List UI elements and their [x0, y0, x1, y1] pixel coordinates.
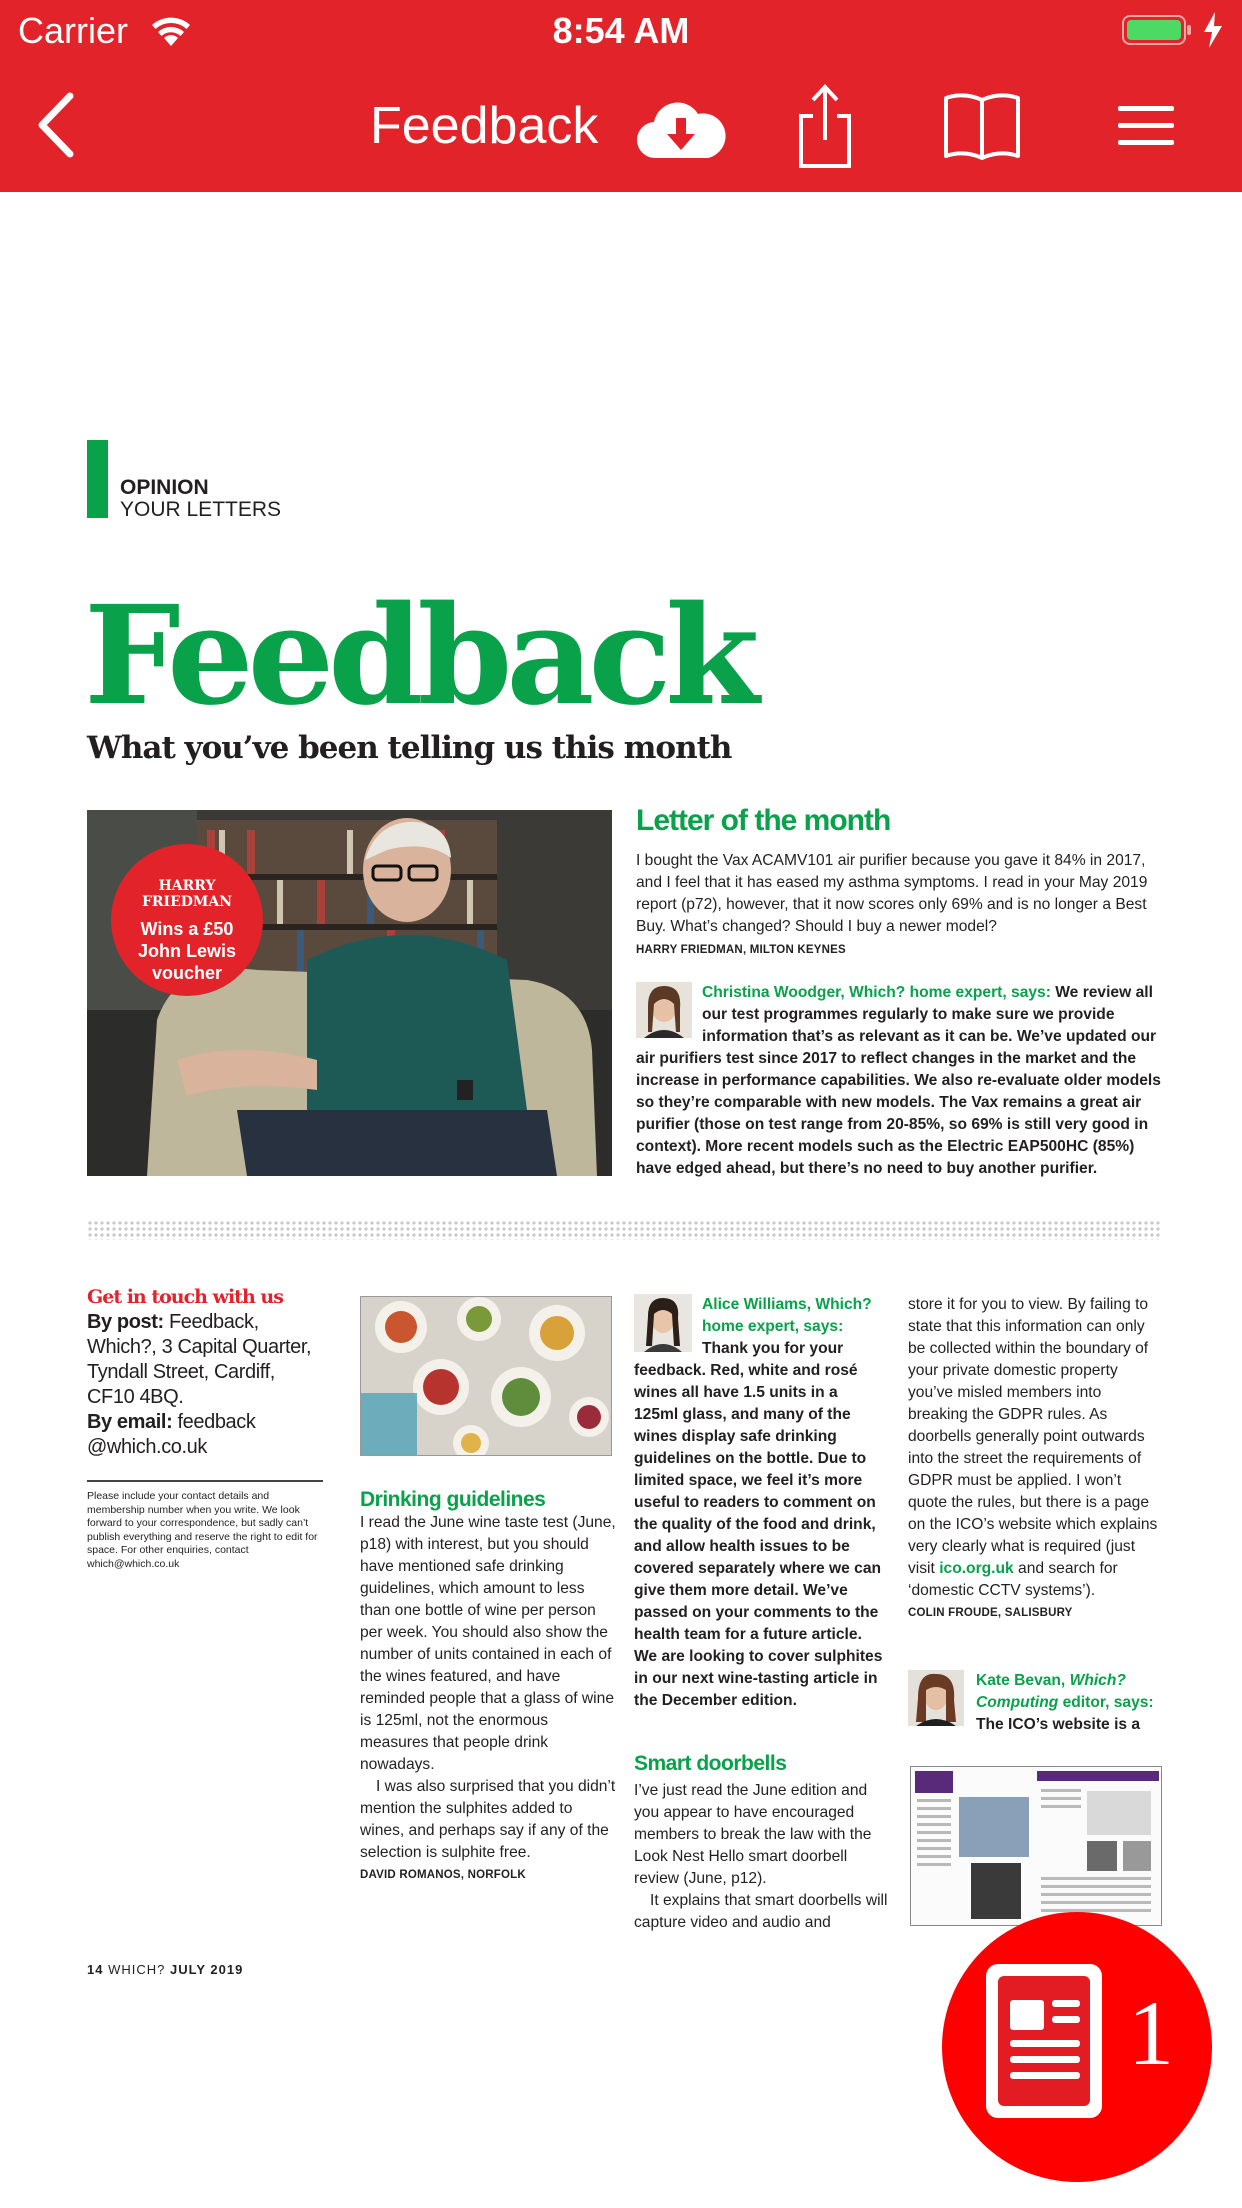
- status-bar: [0, 0, 1242, 60]
- status-time: 8:54 AM: [552, 10, 690, 51]
- reply-text-3: The ICO’s website is a: [976, 1716, 1141, 1733]
- page-folio: [87, 1962, 243, 1977]
- drinking-para-1: I read the June wine taste test (June, p18) with interest, but you should have mentioned safe drinking guidelines, which amount to less than one bottle of wine per person per week. You should also show the number of units contained in each of the wines featured, and have reminded people that a glass of wine is 125ml, not the enormous measures that people drink nowadays.: [360, 1514, 616, 1773]
- expert-avatar-3: [908, 1670, 964, 1726]
- nav-bar: [0, 60, 1242, 192]
- email-address[interactable]: feedback @which.co.uk: [87, 1411, 256, 1458]
- reply-author-3-says: editor, says:: [1058, 1694, 1154, 1711]
- letter-writer-photo: [87, 810, 612, 1176]
- smart-doorbells-letter: [634, 1780, 890, 1934]
- reply-avatar-spacer: [636, 982, 702, 1040]
- drinking-para-2: I was also surprised that you didn’t mention the sulphites added to wines, and perhaps say if any of the selection is sulphite free.: [360, 1778, 616, 1861]
- food-table-illustration: [361, 1297, 612, 1456]
- top-bar: [0, 0, 1242, 192]
- wine-feature-thumbnail: [360, 1296, 612, 1456]
- winner-prize: Wins a £50 John Lewis voucher: [137, 919, 236, 983]
- carrier-label: Carrier: [18, 10, 129, 51]
- articles-fab-button[interactable]: [942, 1912, 1212, 2182]
- folio-page-number: 14: [87, 1962, 104, 1977]
- reply-author-3-role: Which? Computing: [976, 1672, 1126, 1711]
- menu-icon[interactable]: [1118, 104, 1174, 148]
- section-sublabel: YOUR LETTERS: [120, 498, 282, 521]
- expert-reply-bevan: [908, 1670, 1164, 1736]
- folio-issue: JULY 2019: [170, 1962, 244, 1977]
- expert-reply-woodger: [636, 982, 1166, 1180]
- fab-count-badge: 1: [1128, 1982, 1174, 2084]
- doorbells-para-1: I’ve just read the June edition and you appear to have encouraged members to break the law with the Look Nest Hello smart doorbell review (June, p12).: [634, 1782, 872, 1887]
- reply-text: We review all our test programmes regularly to make sure we provide information that’s as relevant as it can be. We’ve updated our air purifiers test since 2017 to reflect changes in the market and the increase in performance capabilities. We also re-evaluate older models so they’re comparable with new models. The Vax remains a great air purifier (those on test range from 20-85%, so 69% is still very good in context). More recent models such as the Electric EAP500HC (85%) have edged ahead, but there’s no need to buy another purifier.: [636, 984, 1161, 1177]
- contact-heading: Get in touch with us: [87, 1286, 283, 1308]
- article-subtitle: What you’ve been telling us this month: [87, 730, 732, 766]
- reply-author-3-name: Kate Bevan,: [976, 1672, 1070, 1689]
- doorbells-para-2-start: It explains that smart doorbells will capture video and audio and: [634, 1892, 888, 1931]
- document-icon: [982, 1960, 1106, 2122]
- drinking-guidelines-letter: [360, 1512, 616, 1886]
- cloud-download-icon[interactable]: [636, 98, 726, 160]
- article-title: Feedback: [84, 576, 754, 736]
- back-chevron-icon[interactable]: [30, 90, 80, 160]
- section-marker: [87, 440, 108, 518]
- expert-avatar-2: [634, 1294, 692, 1352]
- charging-bolt-icon: [1202, 12, 1224, 48]
- letter-of-month-signoff: HARRY FRIEDMAN, MILTON KEYNES: [636, 944, 846, 956]
- doorbells-para-2-end: and search for ‘domestic CCTV systems’).: [908, 1560, 1118, 1599]
- doorbell-review-thumbnail: [910, 1766, 1162, 1926]
- expert-avatar: [636, 982, 692, 1038]
- folio-magazine: WHICH?: [108, 1962, 166, 1977]
- doorbells-para-2-cont: store it for you to view. By failing to state that this information can only be collected within the boundary of your private domestic property you’ve misled members into breaking the GDPR rules. As doorbells generally point outwards into the street the requirements of GDPR must be applied. I won’t quote the rules, but there is a page on the ICO’s website which explains very clearly what is required (just visit: [908, 1296, 1158, 1577]
- letter-of-month-heading: Letter of the month: [636, 804, 891, 837]
- winner-badge: [111, 844, 263, 996]
- section-divider: [87, 1220, 1161, 1240]
- winner-last-name: FRIEDMAN: [141, 894, 233, 910]
- contact-note: Please include your contact details and membership number when you write. We look forward to your correspondence, but sadly can’t publish everything and reserve the right to edit for space. For other enquiries, contact which@which.co.uk: [87, 1490, 318, 1570]
- reply-avatar-spacer-2: [634, 1294, 702, 1358]
- battery-icon: [1122, 14, 1192, 46]
- reply-avatar-spacer-3: [908, 1670, 976, 1730]
- book-icon[interactable]: [942, 90, 1022, 162]
- winner-first-name: HARRY: [158, 878, 216, 894]
- post-label: By post:: [87, 1311, 164, 1333]
- drinking-signoff: DAVID ROMANOS, NORFOLK: [360, 1869, 526, 1881]
- contact-details: [87, 1310, 327, 1460]
- post-address: Feedback, Which?, 3 Capital Quarter, Tyndall Street, Cardiff, CF10 4BQ.: [87, 1311, 312, 1408]
- reply-author-2: Alice Williams, Which? home expert, says:: [702, 1296, 872, 1335]
- winner-name: [111, 878, 263, 910]
- doorbells-signoff: COLIN FROUDE, SALISBURY: [908, 1607, 1073, 1619]
- share-icon[interactable]: [795, 82, 855, 170]
- nav-title: Feedback: [370, 97, 599, 155]
- reply-text-2: Thank you for your feedback. Red, white and rosé wines all have 1.5 units in a 125ml glass, and many of the wines display safe drinking guidelines on the bottle. Due to limited space, we feel it’s more useful to readers to comment on the quality of the food and drink, and allow health issues to be covered separately where we can give them more detail. We’ve passed on your comments to the health team for a future article. We are looking to cover sulphites in our next wine-tasting article in the December edition.: [634, 1340, 883, 1709]
- smart-doorbells-heading: Smart doorbells: [634, 1752, 787, 1775]
- reply-author: Christina Woodger, Which? home expert, says:: [702, 984, 1051, 1001]
- email-label: By email:: [87, 1411, 173, 1433]
- expert-reply-williams: [634, 1294, 886, 1712]
- letter-of-month-body: I bought the Vax ACAMV101 air purifier because you gave it 84% in 2017, and I feel that it has eased my asthma symptoms. I read in your May 2019 report (p72), however, that it now scores only 69% and is no longer a Best Buy. What’s changed? Should I buy a newer model?: [636, 852, 1148, 935]
- contact-divider: [87, 1480, 323, 1482]
- section-label: OPINION: [120, 476, 209, 499]
- drinking-guidelines-heading: Drinking guidelines: [360, 1488, 546, 1511]
- doorbell-review-illustration: [911, 1767, 1162, 1926]
- ico-link[interactable]: ico.org.uk: [939, 1560, 1014, 1577]
- smart-doorbells-letter-continued: [908, 1294, 1164, 1624]
- magazine-page[interactable]: [0, 192, 1242, 2208]
